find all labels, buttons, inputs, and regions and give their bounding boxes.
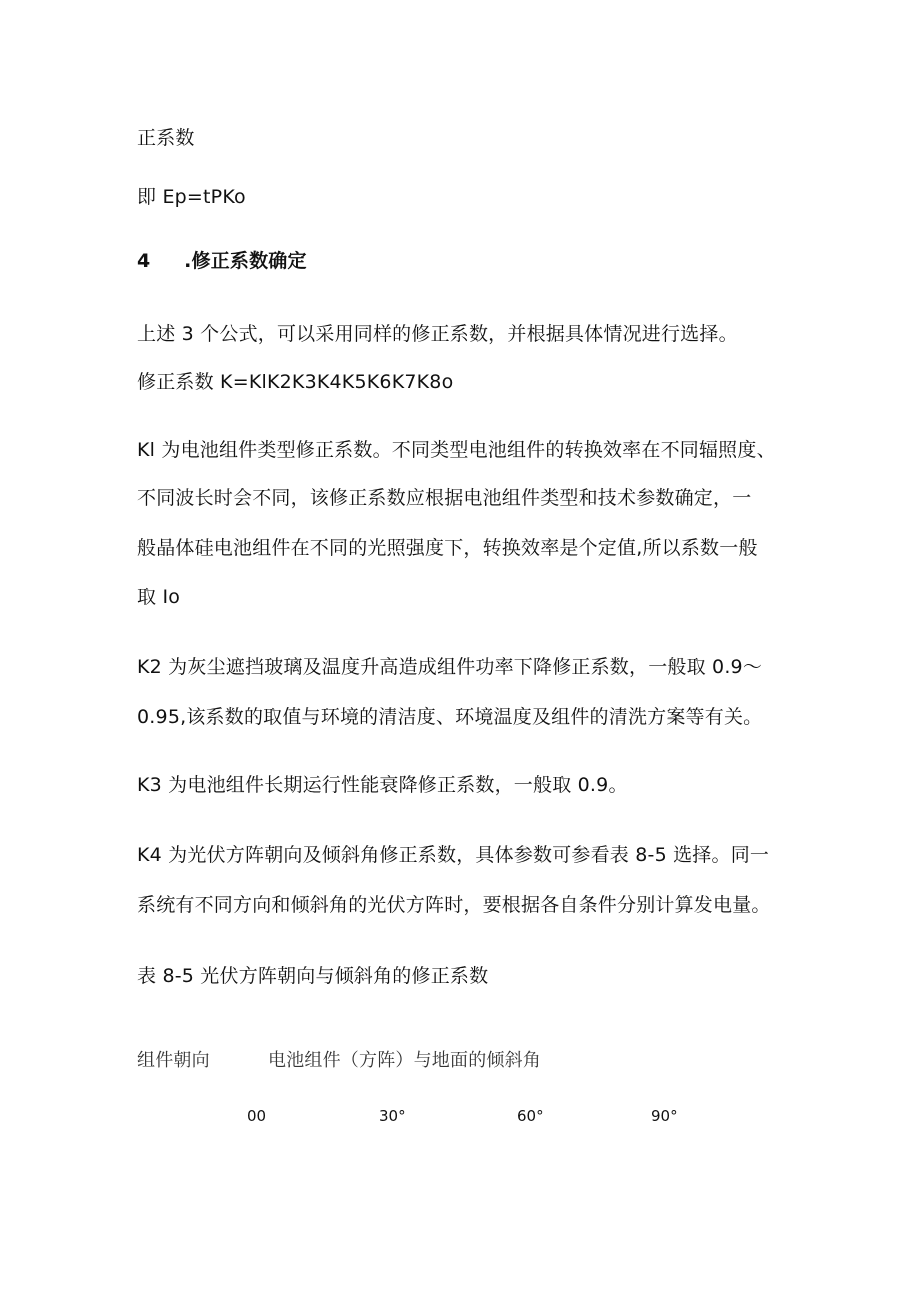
- tilt-value-90: 90°: [651, 1107, 678, 1125]
- k1-line: 般晶体硅电池组件在不同的光照强度下，转换效率是个定值,所以系数一般: [137, 537, 758, 559]
- tilt-value-30: 30°: [379, 1107, 406, 1125]
- k1-line: 不同波长时会不同，该修正系数应根据电池组件类型和技术参数确定，一: [137, 487, 752, 509]
- k4-line: K4 为光伏方阵朝向及倾斜角修正系数，具体参数可参看表 8-5 选择。同一: [137, 844, 770, 866]
- section-title: .修正系数确定: [184, 250, 307, 272]
- k4-line: 系统有不同方向和倾斜角的光伏方阵时，要根据各自条件分别计算发电量。: [137, 894, 771, 916]
- table-header-tilt: 电池组件（方阵）与地面的倾斜角: [268, 1050, 541, 1071]
- paragraph-intro: 上述 3 个公式，可以采用同样的修正系数，并根据具体情况进行选择。: [137, 323, 738, 345]
- k3-line: K3 为电池组件长期运行性能衰降修正系数，一般取 0.9。: [137, 774, 628, 796]
- text-line: 正系数: [137, 127, 195, 149]
- formula-line: 修正系数 K=KlK2K3K4K5K6K7K8o: [137, 371, 454, 393]
- section-number: 4: [137, 250, 151, 272]
- text-line: 即 Ep=tPKo: [137, 186, 246, 208]
- section-heading: [137, 249, 307, 273]
- tilt-value-60: 60°: [517, 1107, 544, 1125]
- k1-line: 取 Io: [137, 586, 181, 608]
- k2-line: K2 为灰尘遮挡玻璃及温度升高造成组件功率下降修正系数，一般取 0.9～: [137, 656, 763, 678]
- table-header-orientation: 组件朝向: [137, 1050, 210, 1071]
- k2-line: 0.95,该系数的取值与环境的清洁度、环境温度及组件的清洗方案等有关。: [137, 706, 763, 728]
- table-caption: 表 8-5 光伏方阵朝向与倾斜角的修正系数: [137, 965, 489, 987]
- tilt-value-0: 00: [247, 1107, 267, 1125]
- k1-line: Kl 为电池组件类型修正系数。不同类型电池组件的转换效率在不同辐照度、: [137, 439, 776, 461]
